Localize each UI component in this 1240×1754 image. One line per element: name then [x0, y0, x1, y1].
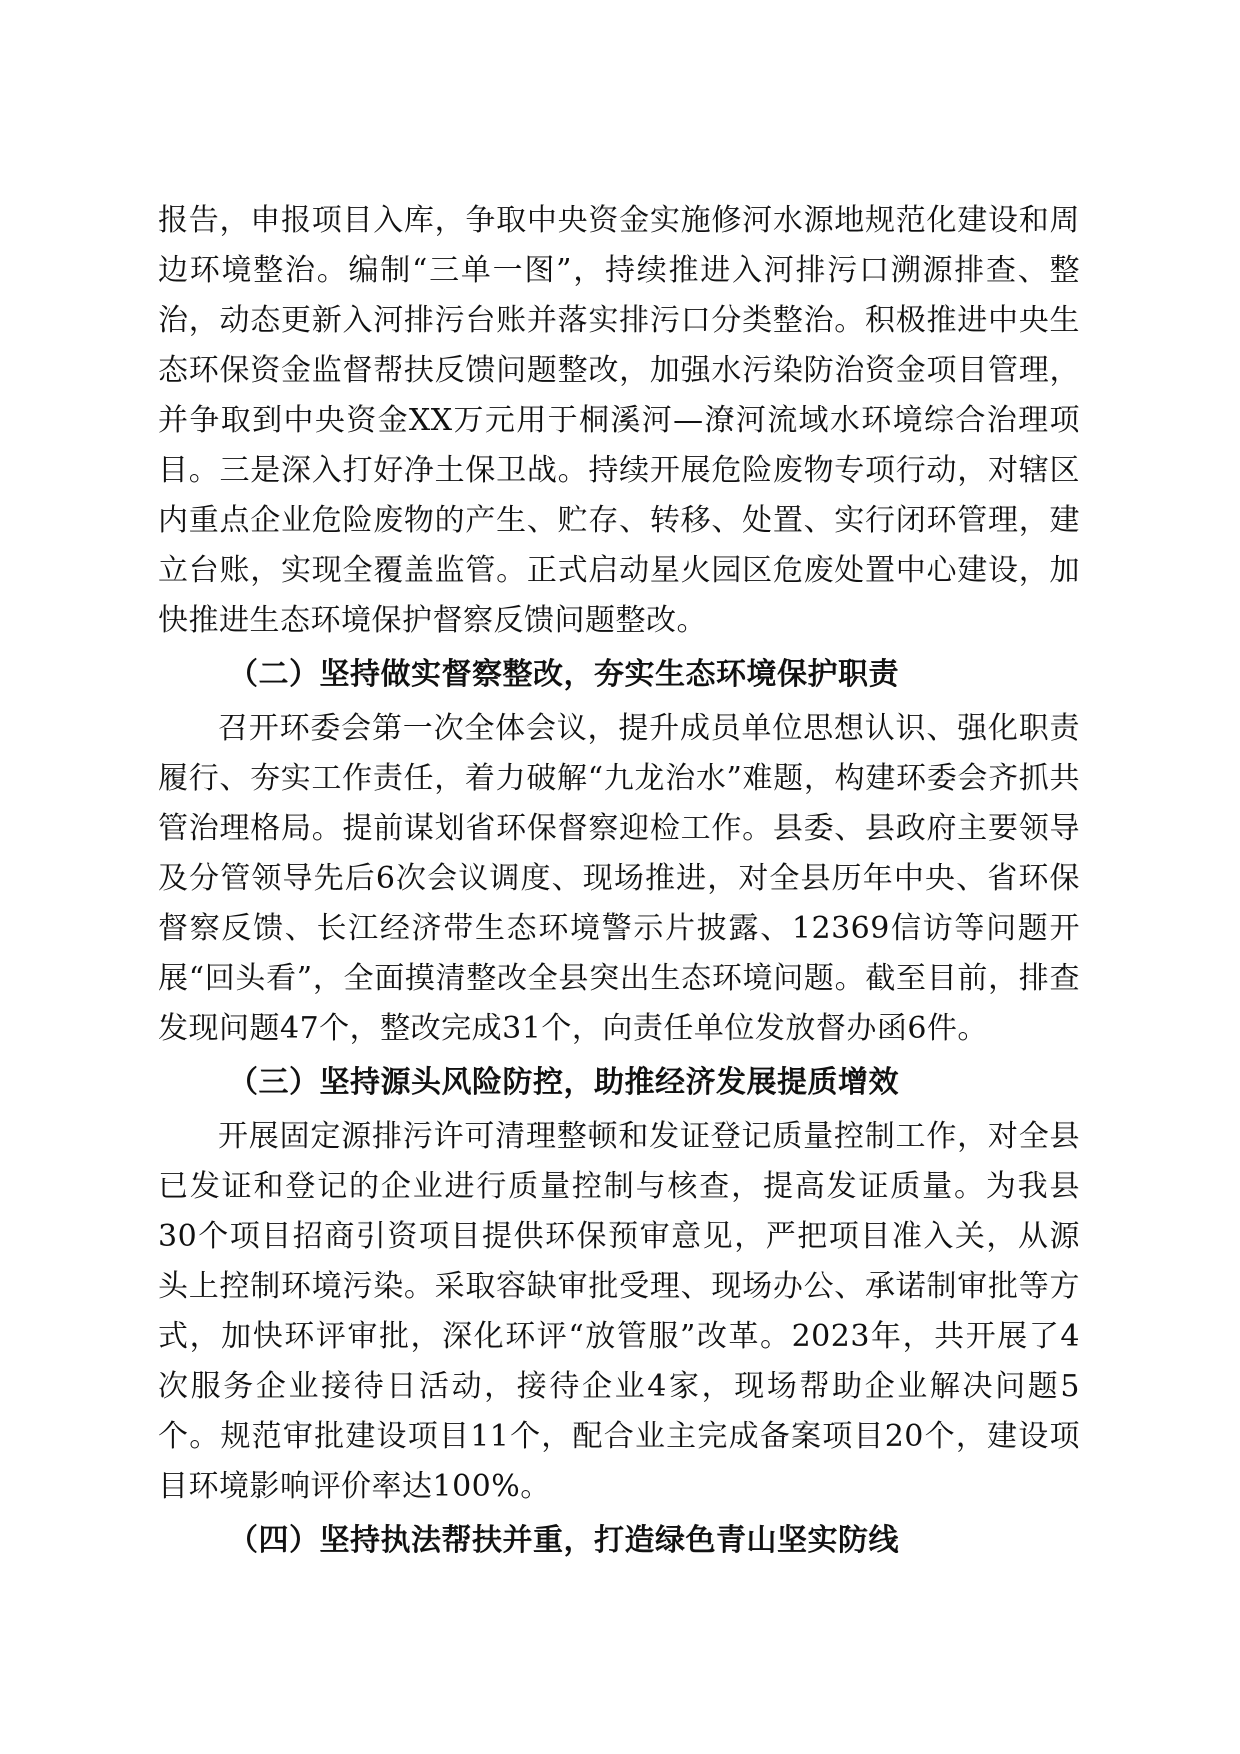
paragraph-risk-prevention: 开展固定源排污许可清理整顿和发证登记质量控制工作，对全县已发证和登记的企业进行质量控制与核查，提高发证质量。为我县30个项目招商引资项目提供环保预审意见，严把项目准入关，从源头上控制环境污染。采取容缺审批受理、现场办公、承诺制审批等方式，加快环评审批，深化环评“放管服”改革。2023年，共开展了4次服务企业接待日活动，接待企业4家，现场帮助企业解决问题5个。规范审批建设项目11个，配合业主完成备案项目20个，建设项目环境影响评价率达100%。 [158, 1119, 1080, 1504]
paragraph-supervision-rectification: 召开环委会第一次全体会议，提升成员单位思想认识、强化职责履行、夯实工作责任，着力破解“九龙治水”难题，构建环委会齐抓共管治理格局。提前谋划省环保督察迎检工作。县委、县政府主要领导及分管领导先后6次会议调度、现场推进，对全县历年中央、省环保督察反馈、长江经济带生态环境警示片披露、12369信访等问题开展“回头看”，全面摸清整改全县突出生态环境问题。截至目前，排查发现问题47个，整改完成31个，向责任单位发放督办函6件。 [158, 711, 1080, 1046]
section-heading-3: （三）坚持源头风险防控，助推经济发展提质增效 [228, 1065, 899, 1100]
section-heading-2: （二）坚持做实督察整改，夯实生态环境保护职责 [228, 657, 899, 692]
document-body [158, 196, 1080, 1570]
paragraph-continuation: 报告，申报项目入库，争取中央资金实施修河水源地规范化建设和周边环境整治。编制“三单一图”，持续推进入河排污口溯源排查、整治，动态更新入河排污台账并落实排污口分类整治。积极推进中央生态环保资金监督帮扶反馈问题整改，加强水污染防治资金项目管理，并争取到中央资金XX万元用于桐溪河—潦河流域水环境综合治理项目。三是深入打好净土保卫战。持续开展危险废物专项行动，对辖区内重点企业危险废物的产生、贮存、转移、处置、实行闭环管理，建立台账，实现全覆盖监管。正式启动星火园区危废处置中心建设，加快推进生态环境保护督察反馈问题整改。 [158, 203, 1080, 638]
section-heading-4: （四）坚持执法帮扶并重，打造绿色青山坚实防线 [228, 1523, 899, 1558]
